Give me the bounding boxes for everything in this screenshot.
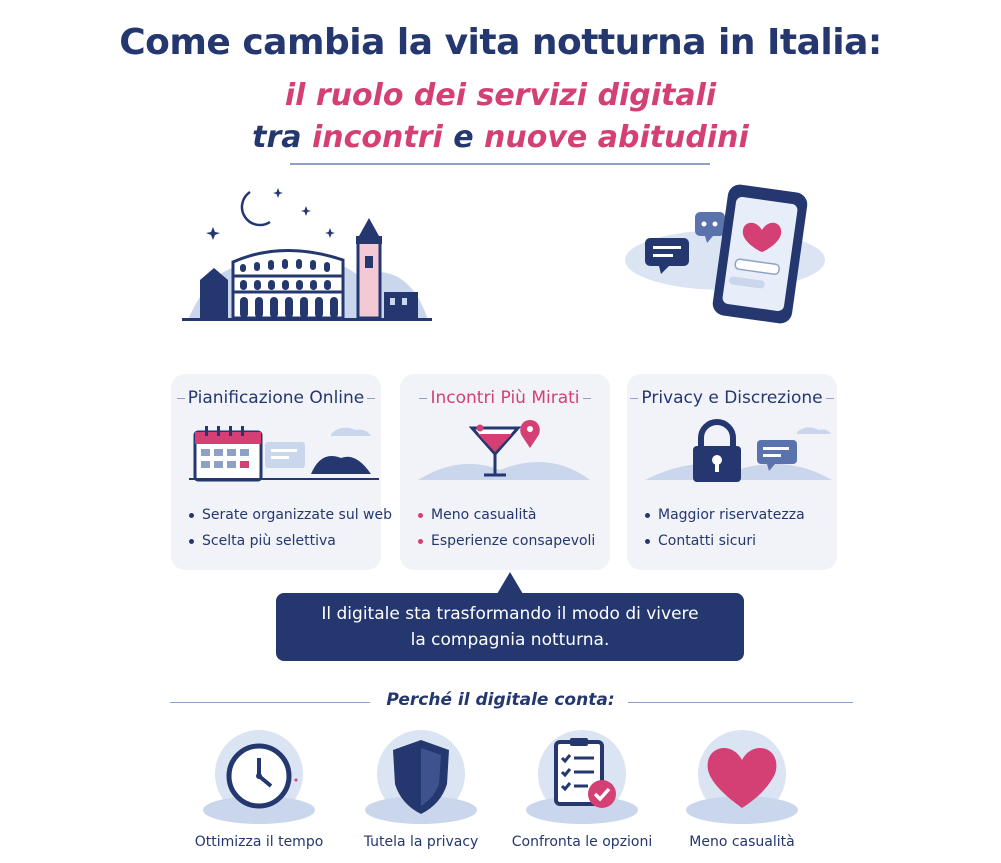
- benefit-label: Ottimizza il tempo: [194, 834, 324, 850]
- card-bullet-list: [418, 502, 595, 554]
- list-item: Esperienze consapevoli: [418, 528, 595, 554]
- list-item: Maggior riservatezza: [645, 502, 805, 528]
- subtitle-word-incontri: incontri: [311, 120, 443, 155]
- card-pianificazione-online: [171, 374, 392, 570]
- benefit-label: Tutela la privacy: [363, 834, 479, 850]
- subtitle-word-e: e: [442, 120, 485, 155]
- callout-line1: Il digitale sta trasformando il modo di vivere: [321, 604, 699, 624]
- shield-icon: [361, 730, 481, 830]
- page-subtitle-line1: il ruolo dei servizi digitali: [284, 78, 717, 113]
- card-title: [400, 388, 610, 408]
- cocktail-icon: [400, 414, 610, 494]
- benefit-meno-casualita: [652, 730, 832, 860]
- callout-pointer: [497, 572, 523, 594]
- callout-banner: [276, 593, 744, 661]
- page-title: Come cambia la vita notturna in Italia:: [119, 22, 882, 63]
- card-bullet-list: [645, 502, 805, 554]
- section-heading: Perché il digitale conta:: [386, 690, 615, 710]
- phone-chat-illustration: [615, 180, 835, 330]
- benefit-tutela-privacy: [331, 730, 511, 860]
- clock-icon: [199, 730, 319, 830]
- list-item: Scelta più selettiva: [189, 528, 392, 554]
- card-title: [627, 388, 837, 408]
- colosseum-icon: [178, 180, 438, 330]
- calendar-icon: [171, 414, 381, 494]
- card-title-text: Incontri Più Mirati: [430, 388, 580, 408]
- subtitle-word-abitudini: nuove abitudini: [484, 120, 749, 155]
- callout-line2: la compagnia notturna.: [410, 630, 610, 650]
- padlock-icon: [627, 414, 837, 494]
- page-subtitle-line2: [0, 120, 1001, 155]
- heart-icon: [682, 730, 802, 830]
- title-divider: [290, 163, 710, 165]
- benefit-confronta-opzioni: [492, 730, 672, 860]
- list-item: Meno casualità: [418, 502, 595, 528]
- card-title-text: Pianificazione Online: [187, 388, 365, 408]
- checklist-icon: [522, 730, 642, 830]
- card-title: [171, 388, 381, 408]
- benefit-label: Confronta le opzioni: [511, 834, 653, 850]
- smartphone-icon: [615, 180, 835, 330]
- list-item: Serate organizzate sul web: [189, 502, 392, 528]
- card-title-text: Privacy e Discrezione: [641, 388, 823, 408]
- card-privacy-discrezione: [627, 374, 837, 570]
- list-item: Contatti sicuri: [645, 528, 805, 554]
- card-bullet-list: [189, 502, 392, 554]
- subtitle-word-tra: tra: [252, 120, 312, 155]
- benefit-label: Meno casualità: [689, 834, 795, 850]
- night-skyline-illustration: [178, 180, 438, 330]
- card-incontri-piu-mirati: [400, 374, 610, 570]
- benefit-ottimizza-tempo: [169, 730, 349, 860]
